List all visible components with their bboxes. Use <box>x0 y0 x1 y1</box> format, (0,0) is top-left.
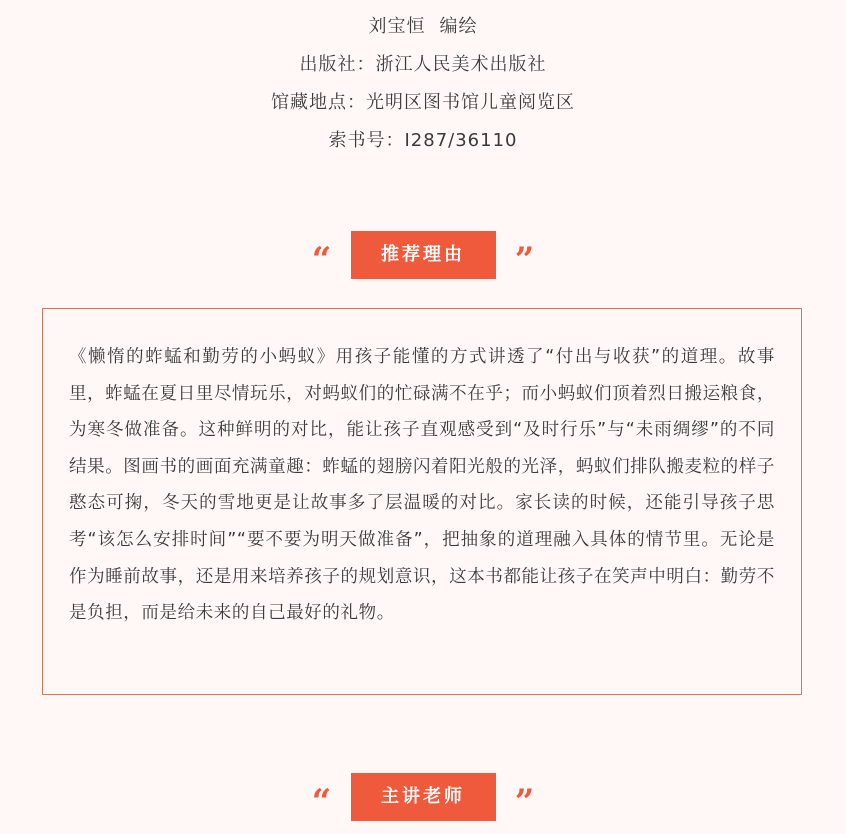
author-role: 编绘 <box>439 16 478 37</box>
close-quote-icon: ” <box>514 782 535 822</box>
reason-section-title: 推荐理由 <box>351 231 496 279</box>
open-quote-icon: “ <box>311 782 332 822</box>
call-number-label: 索书号： <box>328 130 405 151</box>
publisher-line <box>0 46 846 84</box>
publisher-label: 出版社： <box>299 54 376 75</box>
publisher-value: 浙江人民美术出版社 <box>375 54 547 75</box>
teacher-section-header <box>0 772 846 822</box>
open-quote-icon: “ <box>311 240 332 280</box>
book-info <box>0 8 846 160</box>
location-label: 馆藏地点： <box>271 92 366 113</box>
close-quote-icon: ” <box>514 240 535 280</box>
reason-box <box>42 308 802 695</box>
teacher-section-title: 主讲老师 <box>351 773 496 821</box>
author-line <box>0 8 846 46</box>
reason-body: 《懒惰的蚱蜢和勤劳的小蚂蚁》用孩子能懂的方式讲透了“付出与收获”的道理。故事里，蚱蜢在夏日里尽情玩乐，对蚂蚁们的忙碌满不在乎；而小蚂蚁们顶着烈日搬运粮食，为寒冬做准备。这种鲜明的对比，能让孩子直观感受到“及时行乐”与“未雨绸缪”的不同结果。图画书的画面充满童趣：蚱蜢的翅膀闪着阳光般的光泽，蚂蚁们排队搬麦粒的样子憨态可掬，冬天的雪地更是让故事多了层温暖的对比。家长读的时候，还能引导孩子思考“该怎么安排时间”“要不要为明天做准备”，把抽象的道理融入具体的情节里。无论是作为睡前故事，还是用来培养孩子的规划意识，这本书都能让孩子在笑声中明白：勤劳不是负担，而是给未来的自己最好的礼物。 <box>69 347 775 624</box>
call-number-line <box>0 122 846 160</box>
author-name: 刘宝恒 <box>368 16 426 37</box>
location-line <box>0 84 846 122</box>
call-number-value: I287/36110 <box>404 130 518 151</box>
location-value: 光明区图书馆儿童阅览区 <box>366 92 575 113</box>
reason-section-header <box>0 230 846 280</box>
